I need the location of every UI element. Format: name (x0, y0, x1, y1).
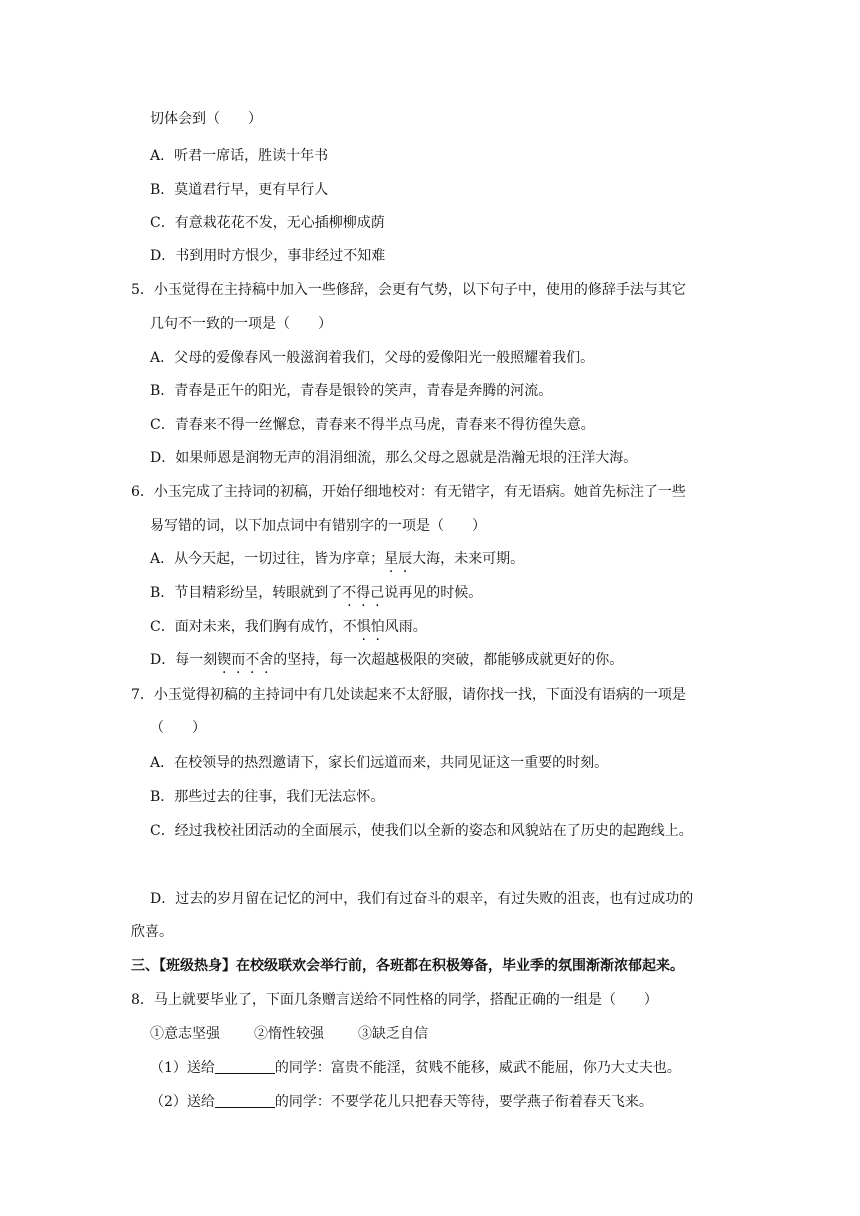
dotted-char: 怕 (370, 619, 385, 635)
q5-option-a[interactable]: A．父母的爱像春风一般滋润着我们，父母的爱像阳光一般照耀着我们。 (150, 350, 595, 366)
q7-option-a[interactable]: A．在校领导的热烈邀请下，家长们远道而来，共同见证这一重要的时刻。 (150, 755, 609, 771)
dotted-char: 辰 (398, 551, 413, 567)
q8-choice-1: ①意志坚强 (150, 1026, 220, 1042)
q4-option-c[interactable]: C．有意栽花花不发，无心插柳柳成荫 (150, 215, 385, 231)
fill-blank[interactable] (215, 1093, 275, 1108)
q8-s1-post: 的同学：富贵不能淫，贫贱不能移，威武不能屈，你乃大丈夫也。 (274, 1060, 681, 1076)
q7-option-d-line2: 欣喜。 (131, 924, 173, 940)
dotted-char: 而 (231, 652, 246, 668)
dotted-char: 锲 (217, 652, 232, 668)
q8-choice-3: ③缺乏自信 (358, 1026, 428, 1042)
q5-option-d[interactable]: D．如果师恩是润物无声的涓涓细流，那么父母之恩就是浩瀚无垠的汪洋大海。 (150, 450, 638, 466)
q5-stem-line2: 几句不一致的一项是（ ） (150, 316, 332, 332)
q7-stem-line2: （ ） (150, 720, 206, 736)
q4-option-a[interactable]: A．听君一席话，胜读十年书 (150, 148, 329, 164)
q7-option-b[interactable]: B．那些过去的往事，我们无法忘怀。 (150, 789, 385, 805)
q8-stem: 8．马上就要毕业了，下面几条赠言送给不同性格的同学，搭配正确的一组是（ ） (131, 992, 658, 1008)
q8-sentence-1 (150, 1058, 681, 1078)
dotted-char: 惧 (356, 619, 371, 635)
q4-option-d[interactable]: D．书到用时方恨少，事非经过不知难 (150, 248, 386, 264)
dotted-char: 己 (370, 585, 385, 601)
dotted-char: 不 (342, 585, 357, 601)
q8-sentence-2 (150, 1092, 653, 1112)
q8-choices (150, 1024, 428, 1044)
q7-option-d-line1[interactable]: D．过去的岁月留在记忆的河中，我们有过奋斗的艰辛，有过失败的沮丧，也有过成功的 (150, 891, 694, 907)
q5-stem-line1: 5．小玉觉得在主持稿中加入一些修辞，会更有气势，以下句子中，使用的修辞手法与其它 (131, 282, 686, 298)
q4-option-b[interactable]: B．莫道君行早，更有早行人 (150, 182, 329, 198)
dotted-char: 不 (245, 652, 260, 668)
dotted-char: 得 (356, 585, 371, 601)
q6-option-d[interactable] (150, 650, 623, 670)
q8-choice-2: ②惰性较强 (254, 1026, 324, 1042)
q8-s2-post: 的同学：不要学花儿只把春天等待，要学燕子衔着春天飞来。 (274, 1094, 653, 1110)
q5-option-c[interactable]: C．青春来不得一丝懈怠，青春来不得半点马虎，青春来不得彷徨失意。 (150, 417, 595, 433)
q6-option-c[interactable] (150, 617, 427, 637)
q6-a-post: 大海，未来可期。 (412, 551, 525, 567)
q8-s2-pre: （2）送给 (150, 1094, 215, 1110)
q7-stem-line1: 7．小玉觉得初稿的主持词中有几处读起来不太舒服，请你找一找，下面没有语病的一项是 (131, 687, 686, 703)
q6-b-pre: B．节目精彩纷呈，转眼就到了 (150, 585, 343, 601)
q6-option-b[interactable] (150, 583, 482, 603)
q6-a-pre: A．从今天起，一切过往，皆为序章； (150, 551, 385, 567)
q5-option-b[interactable]: B．青春是正午的阳光，青春是银铃的笑声，青春是奔腾的河流。 (150, 383, 553, 399)
q6-stem-line1: 6．小玉完成了主持词的初稿，开始仔细地校对：有无错字，有无语病。她首先标注了一些 (131, 484, 686, 500)
q7-option-c[interactable]: C．经过我校社团活动的全面展示，使我们以全新的姿态和风貌站在了历史的起跑线上。 (150, 823, 693, 839)
q6-stem-line2: 易写错的词，以下加点词中有错别字的一项是（ ） (150, 518, 486, 534)
q6-b-post: 说再见的时候。 (384, 585, 483, 601)
q8-s1-pre: （1）送给 (150, 1060, 215, 1076)
fill-blank[interactable] (215, 1059, 275, 1074)
q6-d-pre: D．每一刻 (150, 652, 218, 668)
q6-c-pre: C．面对未来，我们胸有成竹，不 (150, 619, 357, 635)
q4-stem-cont: 切体会到（ ） (150, 111, 262, 127)
q6-c-post: 风雨。 (384, 619, 427, 635)
section-heading: 三、【班级热身】在校级联欢会举行前，各班都在积极筹备，毕业季的氛围渐渐浓郁起来。 (131, 958, 684, 974)
q6-d-post: 的坚持，每一次超越极限的突破，都能够成就更好的你。 (273, 652, 624, 668)
q6-option-a[interactable] (150, 549, 524, 569)
dotted-char: 星 (384, 551, 399, 567)
dotted-char: 舍 (259, 652, 274, 668)
